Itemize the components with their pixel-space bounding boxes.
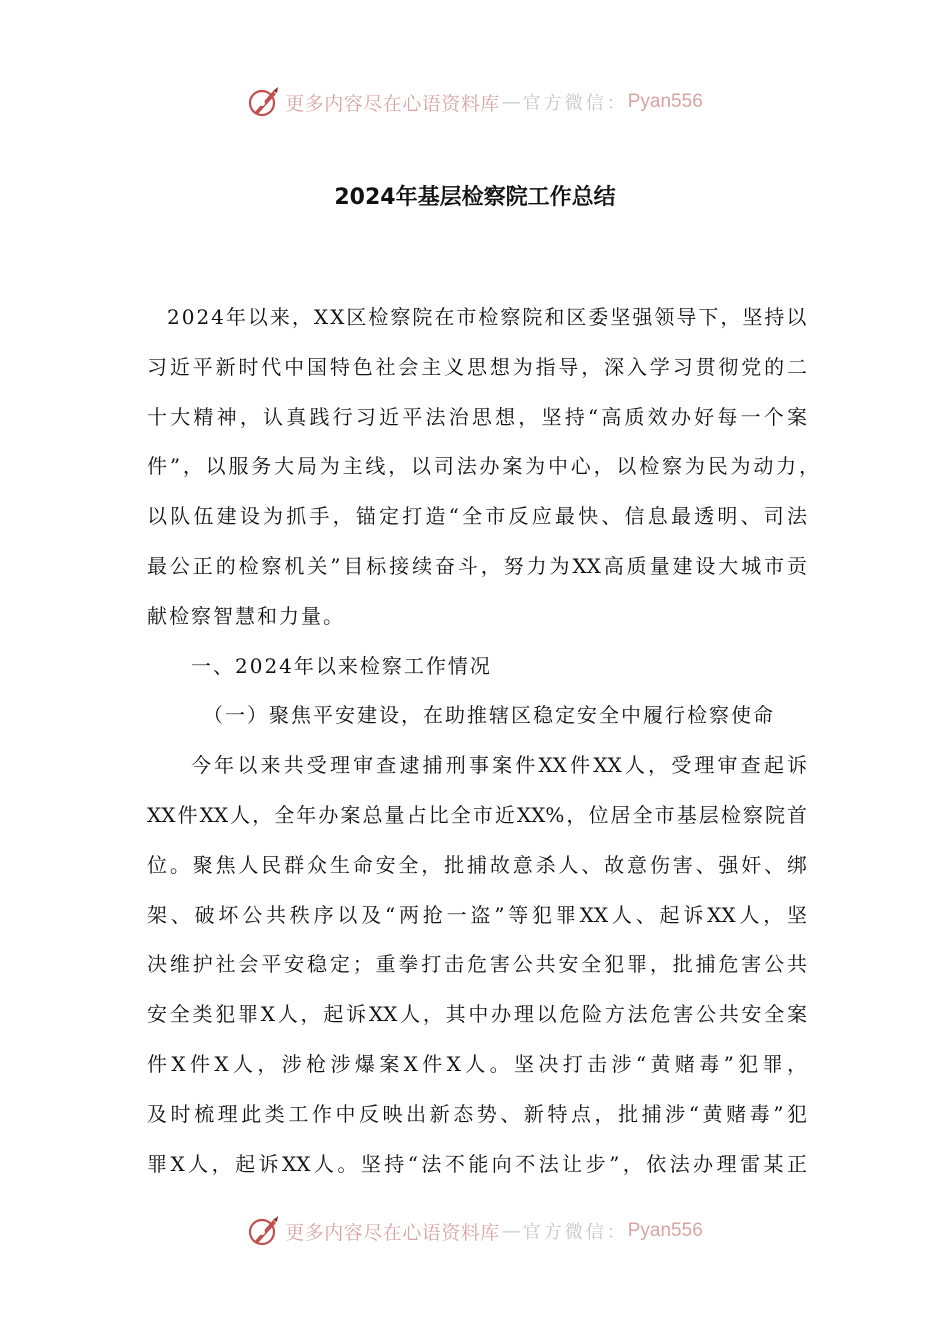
quill-pen-logo-icon bbox=[247, 1214, 281, 1248]
section-heading: 一、2024年以来检察工作情况 bbox=[191, 653, 492, 678]
watermark-separator: — bbox=[501, 91, 521, 113]
body-line: 架、破坏公共秩序以及“两抢一盗”等犯罪XX人、起诉XX人，坚 bbox=[147, 902, 807, 927]
watermark-contact-label: 官方微信： bbox=[522, 93, 628, 114]
body-line: 位。聚焦人民群众生命安全，批捕故意杀人、故意伤害、强奸、绑 bbox=[147, 852, 807, 877]
watermark-separator: — bbox=[501, 1220, 521, 1242]
body-line: 献检察智慧和力量。 bbox=[147, 603, 345, 628]
body-line: 决维护社会平安稳定；重拳打击危害公共安全犯罪，批捕危害公共 bbox=[147, 952, 807, 977]
body-line: 及时梳理此类工作中反映出新态势、新特点，批捕涉“黄赌毒”犯 bbox=[147, 1101, 807, 1126]
body-line: 安全类犯罪X人，起诉XX人，其中办理以危险方法危害公共安全案 bbox=[147, 1002, 807, 1027]
watermark-contact-label: 官方微信： bbox=[522, 1222, 628, 1243]
body-line: 件X件X人，涉枪涉爆案X件X人。坚决打击涉“黄赌毒”犯罪， bbox=[147, 1051, 807, 1076]
body-line: 今年以来共受理审查逮捕刑事案件XX件XX人，受理审查起诉 bbox=[191, 753, 807, 778]
document-title: 2024年基层检察院工作总结 bbox=[334, 185, 616, 210]
footer-watermark bbox=[0, 1211, 950, 1251]
body-line: 十大精神，认真践行习近平法治思想，坚持“高质效办好每一个案 bbox=[147, 404, 807, 429]
watermark-contact-id: Pyan556 bbox=[627, 91, 703, 112]
body-line: 习近平新时代中国特色社会主义思想为指导，深入学习贯彻党的二 bbox=[147, 354, 807, 379]
watermark-text: 更多内容尽在心语资料库 bbox=[285, 1221, 500, 1244]
body-line: 最公正的检察机关”目标接续奋斗，努力为XX高质量建设大城市贡 bbox=[147, 553, 807, 578]
quill-pen-logo-icon bbox=[247, 85, 281, 119]
body-line: 以队伍建设为抓手，锚定打造“全市反应最快、信息最透明、司法 bbox=[147, 504, 807, 529]
body-line: 2024年以来，XX区检察院在市检察院和区委坚强领导下，坚持以 bbox=[167, 305, 809, 329]
body-line: 罪X人，起诉XX人。坚持“法不能向不法让步”，依法办理雷某正 bbox=[147, 1151, 807, 1176]
header-watermark bbox=[0, 82, 950, 122]
body-line: XX件XX人，全年办案总量占比全市近XX%，位居全市基层检察院首 bbox=[147, 802, 807, 827]
body-line: 件”，以服务大局为主线，以司法办案为中心，以检察为民为动力， bbox=[147, 454, 819, 479]
subsection-heading: （一）聚焦平安建设，在助推辖区稳定安全中履行检察使命 bbox=[203, 703, 775, 728]
watermark-text: 更多内容尽在心语资料库 bbox=[285, 92, 500, 115]
document-body bbox=[147, 297, 819, 1193]
watermark-contact-id: Pyan556 bbox=[627, 1220, 703, 1241]
